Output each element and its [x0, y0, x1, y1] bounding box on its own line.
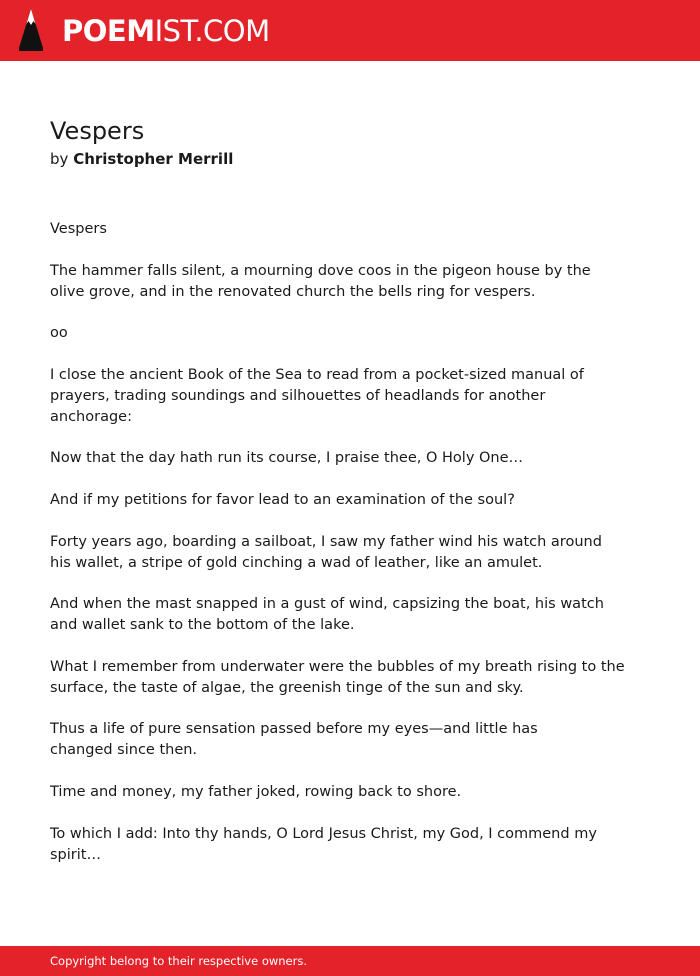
logo-light-text: IST.COM	[154, 14, 270, 48]
site-footer	[0, 946, 700, 976]
poem-stanza	[50, 824, 610, 866]
poem-line: I close the ancient Book of the Sea to read from a pocket-sized manual of	[50, 366, 584, 383]
poem-stanza	[50, 657, 625, 699]
poem-line: anchorage:	[50, 408, 132, 425]
poem-line: To which I add: Into thy hands, O Lord Jesus Christ, my God, I commend my	[50, 825, 597, 842]
poem-line: spirit…	[50, 846, 101, 863]
poem-line: surface, the taste of algae, the greenish tinge of the sun and sky.	[50, 679, 524, 696]
poem-stanza	[50, 448, 610, 469]
poem-stanza	[50, 782, 610, 803]
poem-line: Vespers	[50, 221, 107, 237]
site-logo[interactable]	[62, 11, 270, 51]
poem-stanza	[50, 323, 610, 344]
poem-line: prayers, trading soundings and silhouettes of headlands for another	[50, 387, 546, 404]
poem-line: and wallet sank to the bottom of the lake.	[50, 617, 355, 634]
poem-line: changed since then.	[50, 742, 198, 759]
copyright-notice: Copyright belong to their respective owners.	[50, 954, 308, 968]
poem-line: And when the mast snapped in a gust of wind, capsizing the boat, his watch	[50, 596, 604, 613]
byline-prefix: by	[50, 150, 69, 168]
poem-author: Christopher Merrill	[73, 150, 234, 168]
poem-line: Thus a life of pure sensation passed before my eyes—and little has	[50, 721, 538, 738]
poem-line: olive grove, and in the renovated church the bells ring for vespers.	[50, 283, 536, 300]
poem-stanza	[50, 261, 610, 303]
poem-line: And if my petitions for favor lead to an examination of the soul?	[50, 491, 515, 508]
poem-line: The hammer falls silent, a mourning dove coos in the pigeon house by the	[50, 262, 591, 279]
poem-stanza	[50, 594, 610, 636]
poem-byline	[50, 148, 233, 170]
poem-stanza	[50, 490, 610, 511]
poem-stanza	[50, 719, 610, 761]
poem-line: his wallet, a stripe of gold cinching a wad of leather, like an amulet.	[50, 554, 543, 571]
site-header	[0, 0, 700, 61]
poem-title: Vespers	[50, 117, 145, 145]
pencil-tip-icon[interactable]	[17, 8, 45, 52]
poem-line: Forty years ago, boarding a sailboat, I saw my father wind his watch around	[50, 533, 602, 550]
poem-line: Time and money, my father joked, rowing back to shore.	[50, 783, 462, 800]
poem-stanza	[50, 219, 610, 240]
poem-stanza	[50, 532, 610, 574]
logo-bold-text: POEM	[62, 14, 155, 48]
poem-line: Now that the day hath run its course, I praise thee, O Holy One…	[50, 450, 524, 467]
poem-body	[50, 219, 625, 886]
poem-line: oo	[50, 325, 68, 342]
poem-stanza	[50, 365, 610, 428]
poem-line: What I remember from underwater were the bubbles of my breath rising to the	[50, 658, 625, 675]
